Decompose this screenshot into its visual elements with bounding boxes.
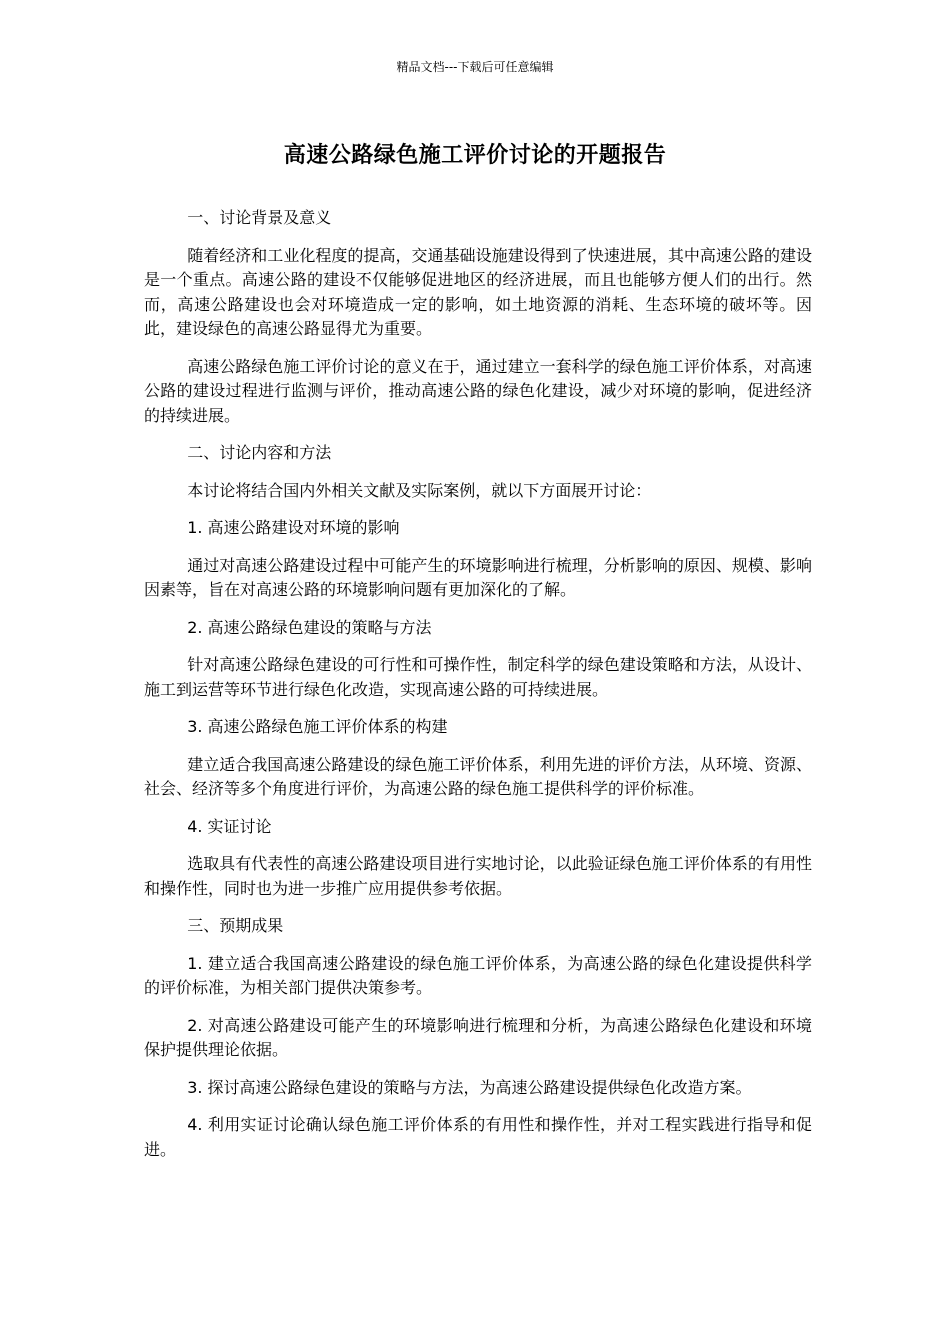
list-item: 1. 建立适合我国高速公路建设的绿色施工评价体系，为高速公路的绿色化建设提供科学的评价标准，为相关部门提供决策参考。 <box>144 953 812 997</box>
document-body <box>144 206 812 1175</box>
document-title: 高速公路绿色施工评价讨论的开题报告 <box>283 143 667 168</box>
list-item: 4. 利用实证讨论确认绿色施工评价体系的有用性和操作性，并对工程实践进行指导和促进。 <box>144 1115 812 1159</box>
section-heading-content-method: 二、讨论内容和方法 <box>187 443 332 462</box>
section-heading-expected-results: 三、预期成果 <box>187 916 284 935</box>
subsection-heading: 2. 高速公路绿色建设的策略与方法 <box>187 617 432 637</box>
subsection-heading: 1. 高速公路建设对环境的影响 <box>187 518 400 537</box>
list-item: 3. 探讨高速公路绿色建设的策略与方法，为高速公路建设提供绿色化改造方案。 <box>187 1077 752 1097</box>
page-header-note: 精品文档---下载后可任意编辑 <box>396 60 554 74</box>
subsection-heading: 4. 实证讨论 <box>187 816 272 836</box>
paragraph: 针对高速公路绿色建设的可行性和可操作性，制定科学的绿色建设策略和方法，从设计、施工到运营等环节进行绿色化改造，实现高速公路的可持续进展。 <box>144 655 812 699</box>
paragraph: 随着经济和工业化程度的提高，交通基础设施建设得到了快速进展，其中高速公路的建设是一个重点。高速公路的建设不仅能够促进地区的经济进展，而且也能够方便人们的出行。然而，高速公路建设也会对环境造成一定的影响，如土地资源的消耗、生态环境的破坏等。因此，建设绿色的高速公路显得尤为重要。 <box>144 245 812 338</box>
subsection-heading: 3. 高速公路绿色施工评价体系的构建 <box>187 717 448 736</box>
section-heading-background: 一、讨论背景及意义 <box>187 208 332 227</box>
list-item: 2. 对高速公路建设可能产生的环境影响进行梳理和分析，为高速公路绿色化建设和环境保护提供理论依据。 <box>144 1015 812 1059</box>
paragraph: 通过对高速公路建设过程中可能产生的环境影响进行梳理，分析影响的原因、规模、影响因素等，旨在对高速公路的环境影响问题有更加深化的了解。 <box>144 555 812 599</box>
paragraph: 高速公路绿色施工评价讨论的意义在于，通过建立一套科学的绿色施工评价体系，对高速公路的建设过程进行监测与评价，推动高速公路的绿色化建设，减少对环境的影响，促进经济的持续进展。 <box>144 356 812 425</box>
paragraph: 建立适合我国高速公路建设的绿色施工评价体系，利用先进的评价方法，从环境、资源、社会、经济等多个角度进行评价，为高速公路的绿色施工提供科学的评价标准。 <box>144 754 812 798</box>
paragraph: 本讨论将结合国内外相关文献及实际案例，就以下方面展开讨论： <box>187 480 652 500</box>
paragraph: 选取具有代表性的高速公路建设项目进行实地讨论，以此验证绿色施工评价体系的有用性和操作性，同时也为进一步推广应用提供参考依据。 <box>144 854 812 898</box>
